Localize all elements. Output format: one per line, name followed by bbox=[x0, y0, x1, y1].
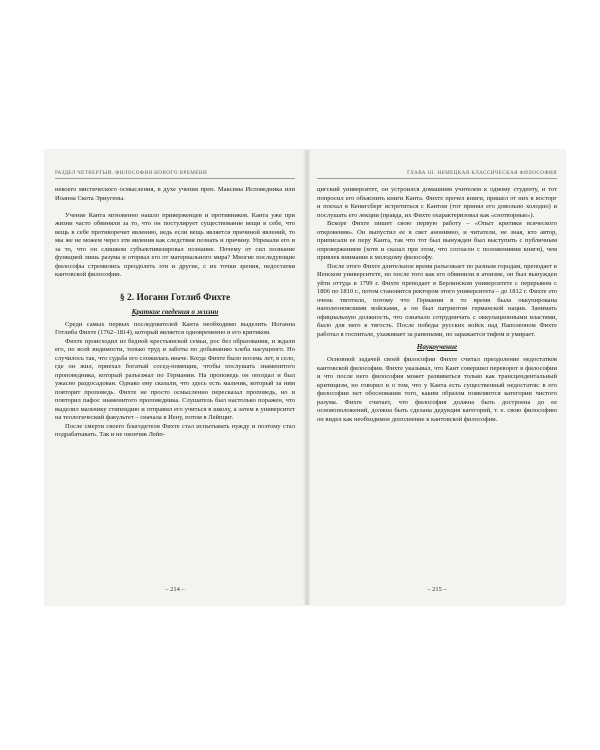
running-head-left: РАЗДЕЛ ЧЕТВЕРТЫЙ. ФИЛОСОФИЯ НОВОГО ВРЕМЕНИ bbox=[55, 170, 295, 179]
page-number: – 215 – bbox=[427, 586, 447, 593]
right-page-text bbox=[317, 186, 557, 424]
subheading: Наукоучение bbox=[416, 343, 458, 351]
paragraph: После этого Фихте длительное время разъезжает по разным городам, преподает в Иенском университете, но после того как его обвинили в атеизме, он был вынужден уйти оттуда в 1799 г. Фихте преподает в Берлинском университете с перерывом с 1806 по 1810 г., потом становится ректором этого университета – до 1812 г. Фихте это очень тяготило, потому что Германия в то время была оккупирована наполеоновскими войсками, а он был патриотом германской нации. Занимать официальную должность, что означало сотрудничать с оккупационными властями, было для него в тягость. После победы русских войск над Наполеоном Фихте работал в госпитале, ухаживает за ранеными, но заражается тифом и умирает. bbox=[317, 262, 557, 338]
paragraph: После смерти своего благодетеля Фихте стал испытывать нужду и поэтому стал подрабатывать. Так и не окончив Лейп- bbox=[55, 422, 295, 438]
left-page-text bbox=[55, 186, 295, 440]
paragraph: цигский университет, он устроился домашним учителем к одному студенту, и тот попросил его объяснить книги Канта. Фихте прочел книги, пришел от них в восторг и поехал в Кенигсберг встретиться с Кантом (тот принял его довольно холодно) и послушать его лекции (правда, их Фихте охарактеризовал как «снотворные»). bbox=[317, 186, 557, 219]
paragraph: Вскоре Фихте пишет свою первую работу – «Опыт критики всяческого откровения». Он выпустил ее в свет анонимно, и читатели, не зная, кто автор, приписали ее перу Канта, так что тот был вынужден был выступить с публичным опровержением (хотя и сказал при этом, что согласен с положениями книги), чем привлек внимание к молодому философу. bbox=[317, 220, 557, 261]
page-number: – 214 – bbox=[165, 586, 185, 593]
right-page bbox=[317, 150, 557, 605]
book-spread bbox=[45, 150, 565, 605]
paragraph: некоего мистического осмысления, в духе учения преп. Максима Исповедника или Иоанна Скота Эриугены. bbox=[55, 186, 295, 202]
book-gutter bbox=[303, 150, 311, 605]
left-page bbox=[55, 150, 295, 605]
paragraph: Учение Канта мгновенно нашло приверженцев и противников. Канта уже при жизни часто обвиняли за то, что он постулирует существование вещи в себе, что вещь в себе противоречит явлению, ведь если вещь является причиной явлений, то мы же не можем через эти явления как следствия познать и причину. Упрекали его и за то, что он слишком субъективизировал познание. Почему от сил познание функцией лишь разума и оторвал его от материального мира? Многие последующие философы стремились преодолеть эти и другие, с их точки зрения, недостатки кантовской философии. bbox=[55, 211, 295, 278]
paragraph: Фихте происходил из бедной крестьянской семьи, рос без образования, и ждали его, по всей видимости, только труд и заботы по добыванию хлеба насущного. Но случилось так, что судьба его сложилась иначе. Когда Фихте было восемь лет, в село, где он жил, приехал богатый сосед-помещик, чтобы послушать знаменитого проповедника, который разъезжал по Германии. На проповедь он опоздал и был ужасно раздосадован. Однако ему сказали, что здесь есть мальчик, который за ним повторит проповедь. Фихте не просто осмысленно пересказал проповедь, но и повторил пафос знаменитого проповедника. Слушатель был настолько поражен, что выделил мальчику стипендию и отправил его учиться в школу, а затем в университет на теологический факультет – сначала в Иену, потом в Лейпциг. bbox=[55, 337, 295, 421]
running-head-right: ГЛАВА III. НЕМЕЦКАЯ КЛАССИЧЕСКАЯ ФИЛОСОФИЯ bbox=[317, 170, 557, 179]
paragraph: Среди самых первых последователей Канта необходимо выделить Иоганна Готлиба Фихте (1762–1814), который является одновременно и его критиком. bbox=[55, 320, 295, 336]
paragraph: Основной задачей своей философии Фихте считал преодоление недостатков кантовской философии. Фихте указывал, что Кант совершил переворот в философии и что после него философия может развиваться только как трансцендентальный критицизм, но говорил и о том, что у Канта есть существенный недостаток: в его философии нет обоснования того, каким образом появляются категории чистого разума. Фихте считает, что философия должна быть достроена до ее основоположений, должна быть сделана дедукция категорий, т. е. свою философию он видел как необходимое дополнение к кантовской философии. bbox=[317, 356, 557, 423]
subheading: Краткие сведения о жизни bbox=[131, 307, 219, 316]
section-title: § 2. Иоганн Готлиб Фихте bbox=[119, 292, 231, 303]
